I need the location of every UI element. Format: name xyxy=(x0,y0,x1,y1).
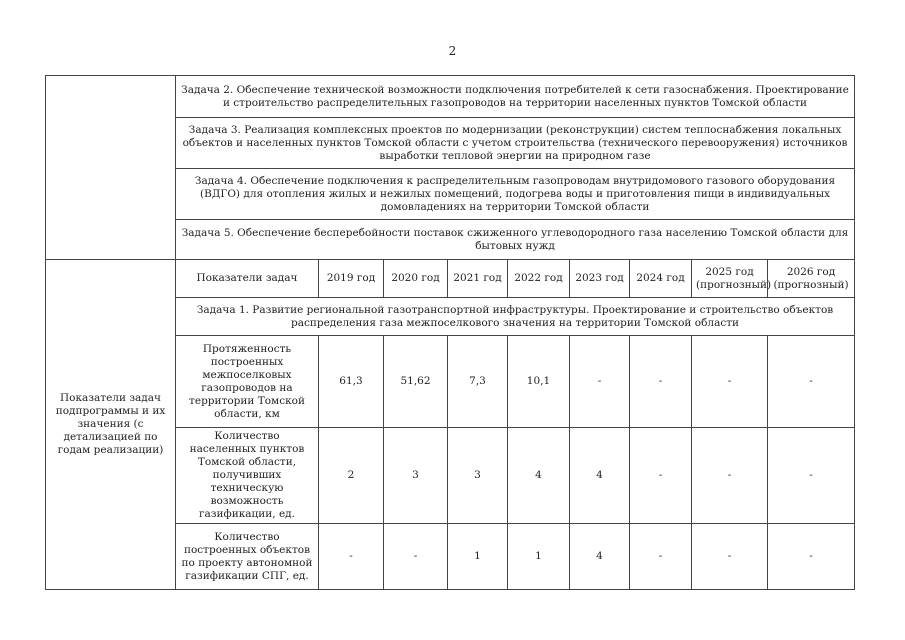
program-table xyxy=(45,75,855,590)
value-cell: 51,62 xyxy=(384,336,448,428)
value-cell: - xyxy=(768,524,855,590)
value-cell: 4 xyxy=(508,428,570,524)
indicator-name: Количество населенных пунктов Томской области, получивших техническую возможность газификации, ед. xyxy=(176,428,319,524)
value-cell: 1 xyxy=(508,524,570,590)
value-cell: - xyxy=(692,428,768,524)
empty-left-cell xyxy=(46,76,176,260)
value-cell: - xyxy=(319,524,384,590)
value-cell: - xyxy=(630,428,692,524)
header-cell: 2024 год xyxy=(630,260,692,298)
value-cell: - xyxy=(630,336,692,428)
value-cell: - xyxy=(570,336,630,428)
header-row xyxy=(46,260,855,298)
header-cell: 2023 год xyxy=(570,260,630,298)
value-cell: - xyxy=(630,524,692,590)
task-1-text: Задача 1. Развитие региональной газотранспортной инфраструктуры. Проектирование и строительство объектов распределения газа межпоселкового значения на территории Томской области xyxy=(176,298,855,336)
task-row xyxy=(46,76,855,118)
indicators-label: Показатели задач подпрограммы и их значения (с детализацией по годам реализации) xyxy=(46,260,176,590)
value-cell: 3 xyxy=(448,428,508,524)
header-cell: 2021 год xyxy=(448,260,508,298)
value-cell: 3 xyxy=(384,428,448,524)
task-5-text: Задача 5. Обеспечение бесперебойности поставок сжиженного углеводородного газа населению Томской области для бытовых нужд xyxy=(176,220,855,260)
page-number: 2 xyxy=(448,44,457,58)
indicator-name: Протяженность построенных межпоселковых газопроводов на территории Томской области, км xyxy=(176,336,319,428)
value-cell: 7,3 xyxy=(448,336,508,428)
task-3-text: Задача 3. Реализация комплексных проектов по модернизации (реконструкции) систем теплоснабжения локальных объектов и населенных пунктов Томской области с учетом строительства (технического перевооружения) источников выработки тепловой энергии на природном газе xyxy=(176,118,855,169)
header-cell: 2022 год xyxy=(508,260,570,298)
header-cell: 2019 год xyxy=(319,260,384,298)
header-cell: 2025 год (прогнозный) xyxy=(692,260,768,298)
value-cell: - xyxy=(768,428,855,524)
value-cell: 4 xyxy=(570,524,630,590)
value-cell: 2 xyxy=(319,428,384,524)
value-cell: 10,1 xyxy=(508,336,570,428)
value-cell: 1 xyxy=(448,524,508,590)
value-cell: - xyxy=(692,336,768,428)
value-cell: 61,3 xyxy=(319,336,384,428)
value-cell: - xyxy=(692,524,768,590)
task-2-text: Задача 2. Обеспечение технической возможности подключения потребителей к сети газоснабжения. Проектирование и строительство распределительных газопроводов на территории населенных пунктов Томской области xyxy=(176,76,855,118)
value-cell: - xyxy=(768,336,855,428)
header-cell: Показатели задач xyxy=(176,260,319,298)
header-cell: 2020 год xyxy=(384,260,448,298)
value-cell: 4 xyxy=(570,428,630,524)
header-cell: 2026 год (прогнозный) xyxy=(768,260,855,298)
value-cell: - xyxy=(384,524,448,590)
task-4-text: Задача 4. Обеспечение подключения к распределительным газопроводам внутридомового газового оборудования (ВДГО) для отопления жилых и нежилых помещений, подогрева воды и приготовления пищи в индивидуальных домовладениях на территории Томской области xyxy=(176,169,855,220)
indicator-name: Количество построенных объектов по проекту автономной газификации СПГ, ед. xyxy=(176,524,319,590)
